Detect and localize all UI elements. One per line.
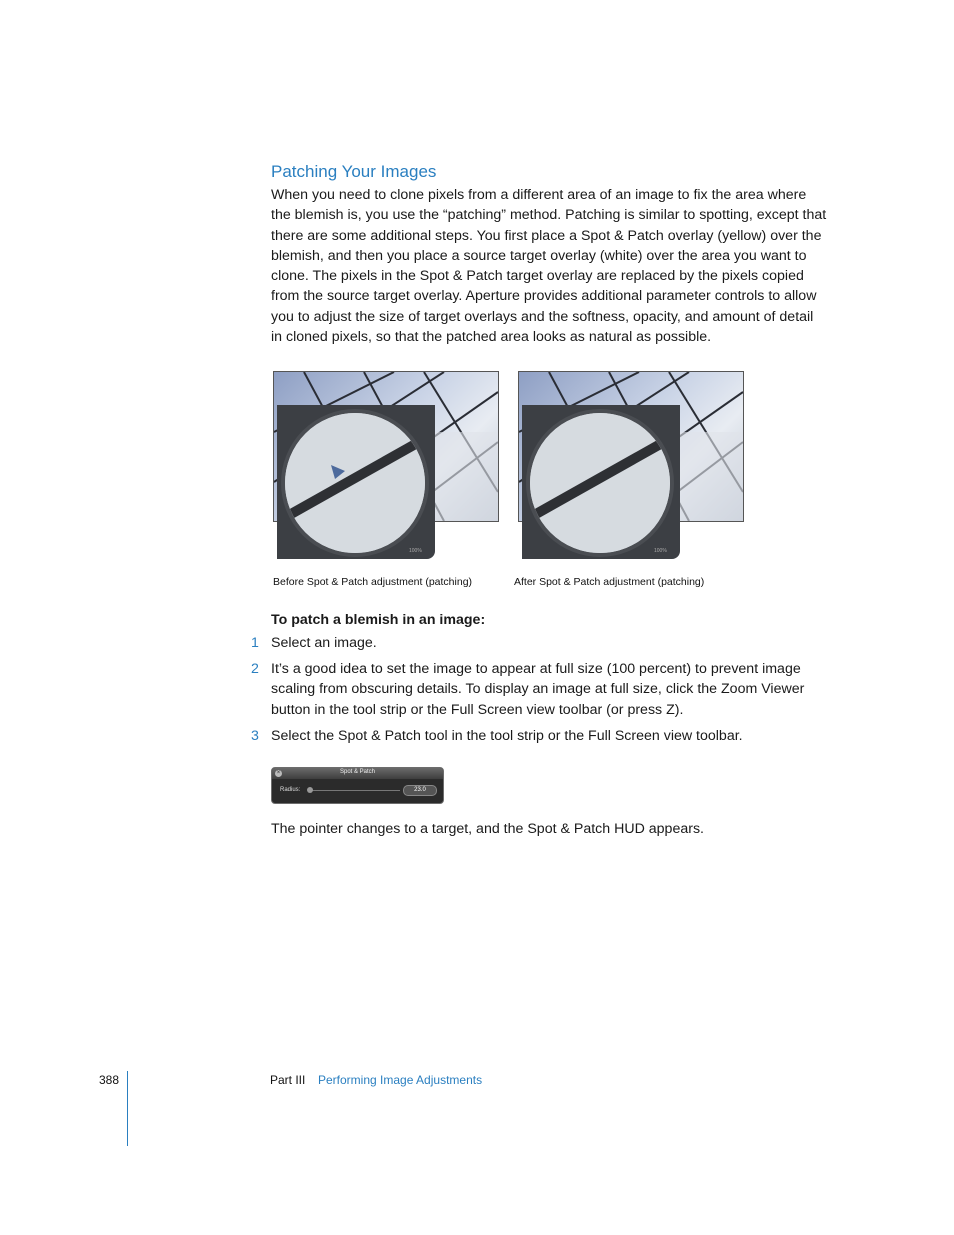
- section-heading: Patching Your Images: [271, 162, 437, 181]
- step-1: [251, 633, 831, 653]
- step-text: Select the Spot & Patch tool in the tool strip or the Full Screen view toolbar.: [271, 728, 743, 744]
- step-text: Select an image.: [271, 635, 377, 651]
- footer-rule: [127, 1071, 128, 1146]
- radius-label: Radius:: [280, 787, 301, 793]
- step-number: 3: [251, 728, 259, 744]
- loupe-zoom-label: 100%: [654, 548, 667, 554]
- before-loupe: [281, 409, 429, 557]
- step-3: [251, 726, 831, 746]
- intro-paragraph: When you need to clone pixels from a different area of an image to fix the area where the blemish is, you use the “patching” method. Patching is similar to spotting, except that there are some additional steps. You first place a Spot & Patch overlay (yellow) over the blemish, and then you place a source target overlay (white) over the area you want to clone. The pixels in the Spot & Patch target overlay are replaced by the pixels copied from the source target overlay. Aperture provides additional parameter controls to allow you to adjust the size of target overlays and the softness, opacity, and amount of detail in cloned pixels, so that the patched area looks as natural as possible.: [271, 187, 827, 346]
- spot-patch-hud: [271, 767, 444, 804]
- radius-slider-thumb[interactable]: [307, 787, 313, 793]
- radius-value-field[interactable]: 23.0: [403, 785, 437, 796]
- before-figure: [273, 371, 501, 561]
- close-icon[interactable]: ×: [276, 770, 281, 776]
- after-caption: After Spot & Patch adjustment (patching): [514, 576, 705, 588]
- part-title: Performing Image Adjustments: [318, 1073, 483, 1087]
- step-number: 1: [251, 635, 259, 651]
- procedure-heading: To patch a blemish in an image:: [271, 612, 486, 628]
- after-loupe: [526, 409, 674, 557]
- before-caption: Before Spot & Patch adjustment (patching): [273, 576, 473, 588]
- step-2: [251, 659, 831, 721]
- radius-slider[interactable]: [310, 790, 400, 791]
- step-number: 2: [251, 661, 259, 677]
- hud-title: Spot & Patch: [339, 769, 376, 775]
- after-figure: [518, 371, 746, 561]
- part-label: Part III: [270, 1073, 306, 1087]
- page-number: 388: [99, 1073, 120, 1087]
- result-text: The pointer changes to a target, and the Spot & Patch HUD appears.: [271, 821, 704, 837]
- loupe-zoom-label: 100%: [409, 548, 422, 554]
- step-text: It’s a good idea to set the image to appear at full size (100 percent) to prevent image scaling from obscuring details. To display an image at full size, click the Zoom Viewer button in the tool strip or the Full Screen view toolbar (or press Z).: [271, 661, 805, 718]
